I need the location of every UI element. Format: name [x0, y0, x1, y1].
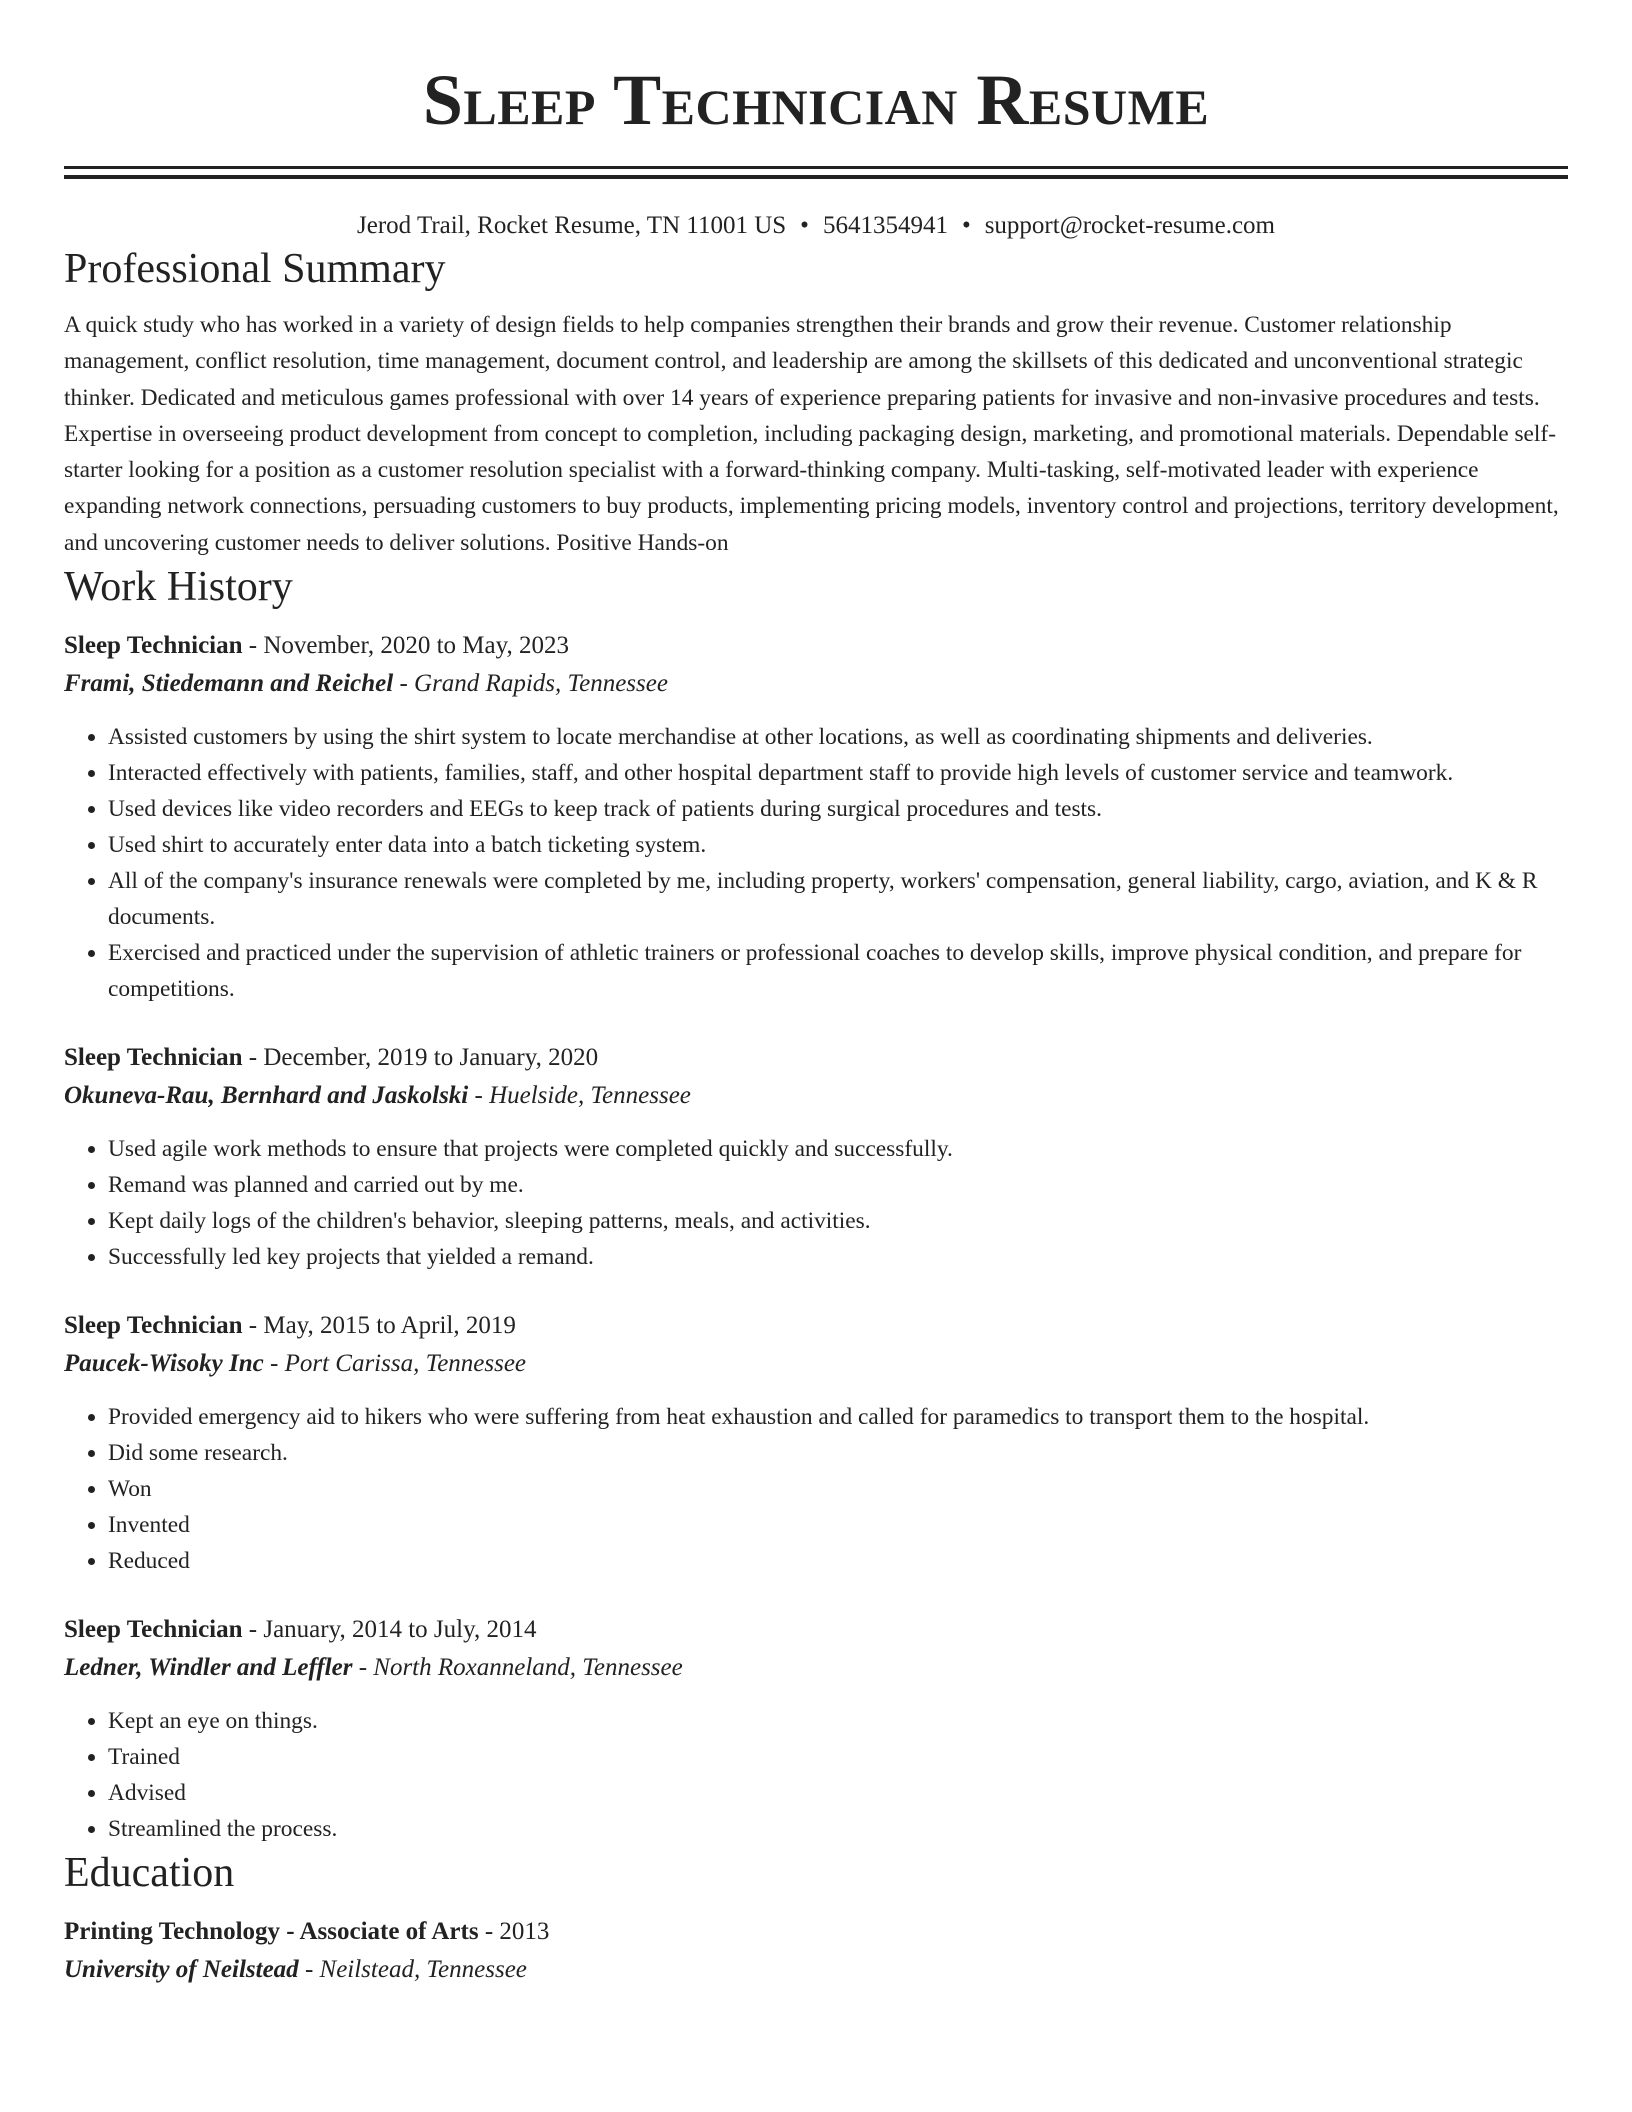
job-title-line: [64, 1039, 1568, 1077]
job-location: - Grand Rapids, Tennessee: [393, 670, 668, 698]
job-bullets: [64, 1703, 1568, 1847]
job-dates: - May, 2015 to April, 2019: [242, 1312, 516, 1340]
job-bullet: • Kept an eye on things.: [108, 1703, 1568, 1739]
education-school: University of Neilstead: [64, 1956, 299, 1984]
job-location: - North Roxanneland, Tennessee: [352, 1654, 683, 1682]
job-title-line: [64, 627, 1568, 665]
job-dates: - December, 2019 to January, 2020: [242, 1044, 599, 1072]
education-year: - 2013: [478, 1918, 550, 1946]
job-bullet: • Exercised and practiced under the supervision of athletic trainers or professional coaches to develop skills, improve physical condition, and prepare for competitions.: [108, 935, 1568, 1007]
job-bullet: • Used agile work methods to ensure that projects were completed quickly and successfully.: [108, 1131, 1568, 1167]
job-entry: [64, 1039, 1568, 1275]
bullet-separator: •: [800, 212, 809, 239]
job-location: - Port Carissa, Tennessee: [263, 1350, 527, 1378]
job-title-line: [64, 1611, 1568, 1649]
job-company: Paucek-Wisoky Inc: [64, 1350, 264, 1378]
job-title: Sleep Technician: [64, 632, 243, 660]
job-company: Ledner, Windler and Leffler: [64, 1654, 353, 1682]
job-title-line: [64, 1307, 1568, 1345]
contact-address: Jerod Trail, Rocket Resume, TN 11001 US: [357, 212, 787, 239]
job-title: Sleep Technician: [64, 1044, 243, 1072]
job-company-line: [64, 1649, 1568, 1687]
job-bullets: [64, 719, 1568, 1007]
job-bullet: • Used shirt to accurately enter data into a batch ticketing system.: [108, 827, 1568, 863]
job-bullet: • All of the company's insurance renewals were completed by me, including property, workers' compensation, general liability, cargo, aviation, and K & R documents.: [108, 863, 1568, 935]
summary-heading: Professional Summary: [64, 246, 446, 292]
education-degree: Printing Technology - Associate of Arts: [64, 1918, 479, 1946]
education-school-line: [64, 1951, 1568, 1989]
job-bullet: • Kept daily logs of the children's behavior, sleeping patterns, meals, and activities.: [108, 1203, 1568, 1239]
education-heading: Education: [64, 1850, 235, 1897]
job-company: Okuneva-Rau, Bernhard and Jaskolski: [64, 1082, 469, 1110]
job-company-line: [64, 1345, 1568, 1383]
job-title: Sleep Technician: [64, 1616, 243, 1644]
job-company-line: [64, 665, 1568, 703]
job-bullet: • Streamlined the process.: [108, 1811, 1568, 1847]
job-dates: - January, 2014 to July, 2014: [242, 1616, 537, 1644]
job-entry: [64, 1307, 1568, 1579]
job-bullets: [64, 1131, 1568, 1275]
job-bullet: • Advised: [108, 1775, 1568, 1811]
job-entry: [64, 627, 1568, 1007]
education-location: - Neilstead, Tennessee: [298, 1956, 527, 1984]
contact-phone: 5641354941: [822, 212, 948, 239]
job-bullet: • Interacted effectively with patients, families, staff, and other hospital department staff to provide high levels of customer service and teamwork.: [108, 755, 1568, 791]
education-degree-line: [64, 1913, 1568, 1951]
job-bullet: • Reduced: [108, 1543, 1568, 1579]
job-bullet: • Trained: [108, 1739, 1568, 1775]
job-company: Frami, Stiedemann and Reichel: [64, 670, 394, 698]
job-bullet: • Invented: [108, 1507, 1568, 1543]
job-location: - Huelside, Tennessee: [468, 1082, 691, 1110]
job-dates: - November, 2020 to May, 2023: [242, 632, 570, 660]
resume-title: Sleep Technician Resume: [422, 60, 1210, 140]
work-history-heading: Work History: [64, 564, 293, 611]
contact-email: support@rocket-resume.com: [984, 212, 1275, 239]
resume-page: [64, 0, 1568, 1989]
job-title: Sleep Technician: [64, 1312, 243, 1340]
summary-text: A quick study who has worked in a variety of design fields to help companies strengthen their brands and grow their revenue. Customer relationship management, conflict resolution, time management, document control, and leadership are among the skillsets of this dedicated and unconventional strategic thinker. Dedicated and meticulous games professional with over 14 years of experience preparing patients for invasive and non-invasive procedures and tests. Expertise in overseeing product development from concept to completion, including packaging design, marketing, and promotional materials. Dependable self-starter looking for a position as a customer resolution specialist with a forward-thinking company. Multi-tasking, self-motivated leader with experience expanding network connections, persuading customers to buy products, implementing pricing models, inventory control and projections, territory development, and uncovering customer needs to deliver solutions. Positive Hands-on: [64, 312, 1559, 556]
contact-line: [64, 209, 1568, 243]
job-bullet: • Remand was planned and carried out by me.: [108, 1167, 1568, 1203]
job-bullet: • Did some research.: [108, 1435, 1568, 1471]
job-company-line: [64, 1077, 1568, 1115]
education-entry: [64, 1913, 1568, 1989]
bullet-separator: •: [961, 212, 971, 239]
title-rule-top: [64, 166, 1568, 169]
job-bullet: • Used devices like video recorders and EEGs to keep track of patients during surgical procedures and tests.: [108, 791, 1568, 827]
title-rule-bottom: [64, 175, 1568, 179]
job-bullet: • Provided emergency aid to hikers who were suffering from heat exhaustion and called for paramedics to transport them to the hospital.: [108, 1399, 1568, 1435]
job-bullet: • Successfully led key projects that yielded a remand.: [108, 1239, 1568, 1275]
job-bullet: • Assisted customers by using the shirt system to locate merchandise at other locations, as well as coordinating shipments and deliveries.: [108, 719, 1568, 755]
job-bullet: • Won: [108, 1471, 1568, 1507]
job-bullets: [64, 1399, 1568, 1579]
job-entry: [64, 1611, 1568, 1847]
